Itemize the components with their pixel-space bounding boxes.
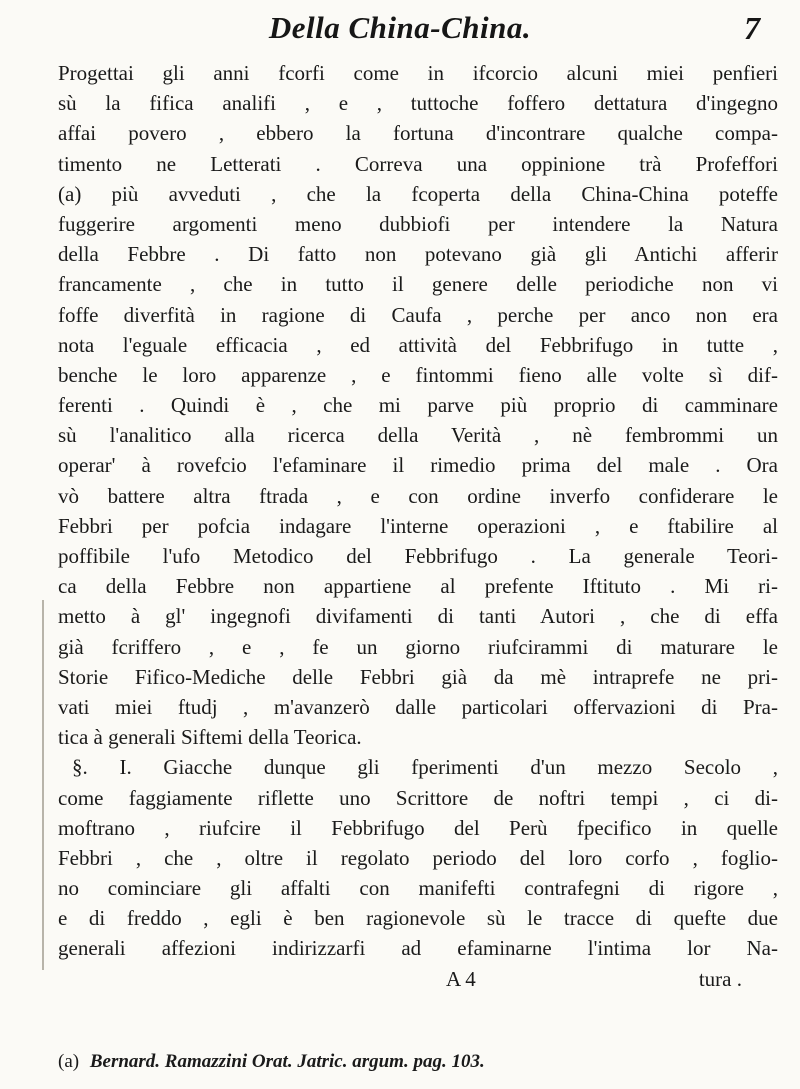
text-line: Febbri , che , oltre il regolato periodo del loro corfo , foglio-: [58, 845, 778, 870]
text-line: Progettai gli anni fcorfi come in ifcorcio alcuni miei penfieri: [58, 61, 778, 85]
text-line: operar' à rovefcio l'efaminare il rimedio prima del male . Ora: [58, 453, 778, 478]
text-line: foffe diverfità in ragione di Caufa , perche per anco non era: [58, 302, 778, 327]
text-line: benche le loro apparenze , e fintommi fieno alle volte sì dif-: [58, 362, 778, 387]
text-line: sù l'analitico alla ricerca della Verità , nè fembrommi un: [58, 423, 778, 448]
footnote-mark: (a): [58, 1051, 80, 1072]
text-line: generali affezioni indirizzarfi ad efaminarne l'intima lor Na-: [58, 936, 778, 961]
signature-mark: A 4: [446, 966, 476, 991]
text-line: Febbri per pofcia indagare l'interne operazioni , e ftabilire al: [58, 513, 778, 538]
footnote: [58, 1051, 778, 1073]
gutter-shadow: [42, 600, 44, 970]
text-line: poffibile l'ufo Metodico del Febbrifugo . La generale Teori-: [58, 544, 778, 568]
text-line: vò battere altra ftrada , e con ordine inverfo confiderare le: [58, 483, 778, 508]
text-line: tica à generali Siftemi della Teorica.: [58, 725, 362, 750]
text-line: no cominciare gli affalti con manifefti contrafegni di rigore ,: [58, 876, 778, 901]
footnote-page: pag. 103.: [413, 1051, 485, 1072]
text-line: ferenti . Quindi è , che mi parve più proprio di camminare: [58, 393, 778, 418]
text-line: metto à gl' ingegnofi divifamenti di tanti Autori , che di effa: [58, 604, 778, 629]
text-line: Storie Fifico-Mediche delle Febbri già da mè intraprefe ne pri-: [58, 664, 778, 689]
text-line: sù la fifica analifi , e , tuttoche foffero dettatura d'ingegno: [58, 91, 778, 116]
text-line: già fcriffero , e , fe un giorno riufcirammi di maturare le: [58, 634, 778, 659]
section-paragraph-start: §. I. Giacche dunque gli fperimenti d'un mezzo Secolo ,: [72, 755, 778, 780]
text-line: francamente , che in tutto il genere delle periodiche non vi: [58, 272, 778, 297]
text-line: ca della Febbre non appartiene al prefente Iftituto . Mi ri-: [58, 574, 778, 599]
catchword: tura .: [698, 966, 742, 991]
text-line: moftrano , riufcire il Febbrifugo del Perù fpecifico in quelle: [58, 815, 778, 840]
body-text: [58, 58, 778, 994]
text-line: come faggiamente riflette uno Scrittore de noftri tempi , ci di-: [58, 785, 778, 810]
text-line: fuggerire argomenti meno dubbiofi per intendere la Natura: [58, 211, 778, 236]
text-line: vati miei ftudj , m'avanzerò dalle particolari offervazioni di Pra-: [58, 694, 778, 719]
text-line: (a) più avveduti , che la fcoperta della China-China poteffe: [58, 181, 778, 206]
footnote-citation: Bernard. Ramazzini Orat. Jatric. argum.: [89, 1051, 409, 1072]
text-line: affai povero , ebbero la fortuna d'incontrare qualche compa-: [58, 121, 778, 146]
text-line: e di freddo , egli è ben ragionevole sù le tracce di quefte due: [58, 906, 778, 931]
signature-line: [58, 964, 778, 994]
page-number: 7: [744, 10, 760, 46]
text-line: nota l'eguale efficacia , ed attività del Febbrifugo in tutte ,: [58, 332, 778, 357]
page-header: [0, 6, 800, 58]
running-title: Della China-China.: [268, 10, 532, 45]
text-line: della Febbre . Di fatto non potevano già gli Antichi afferir: [58, 242, 778, 267]
text-line: timento ne Letterati . Correva una oppinione trà Profeffori: [58, 151, 778, 176]
